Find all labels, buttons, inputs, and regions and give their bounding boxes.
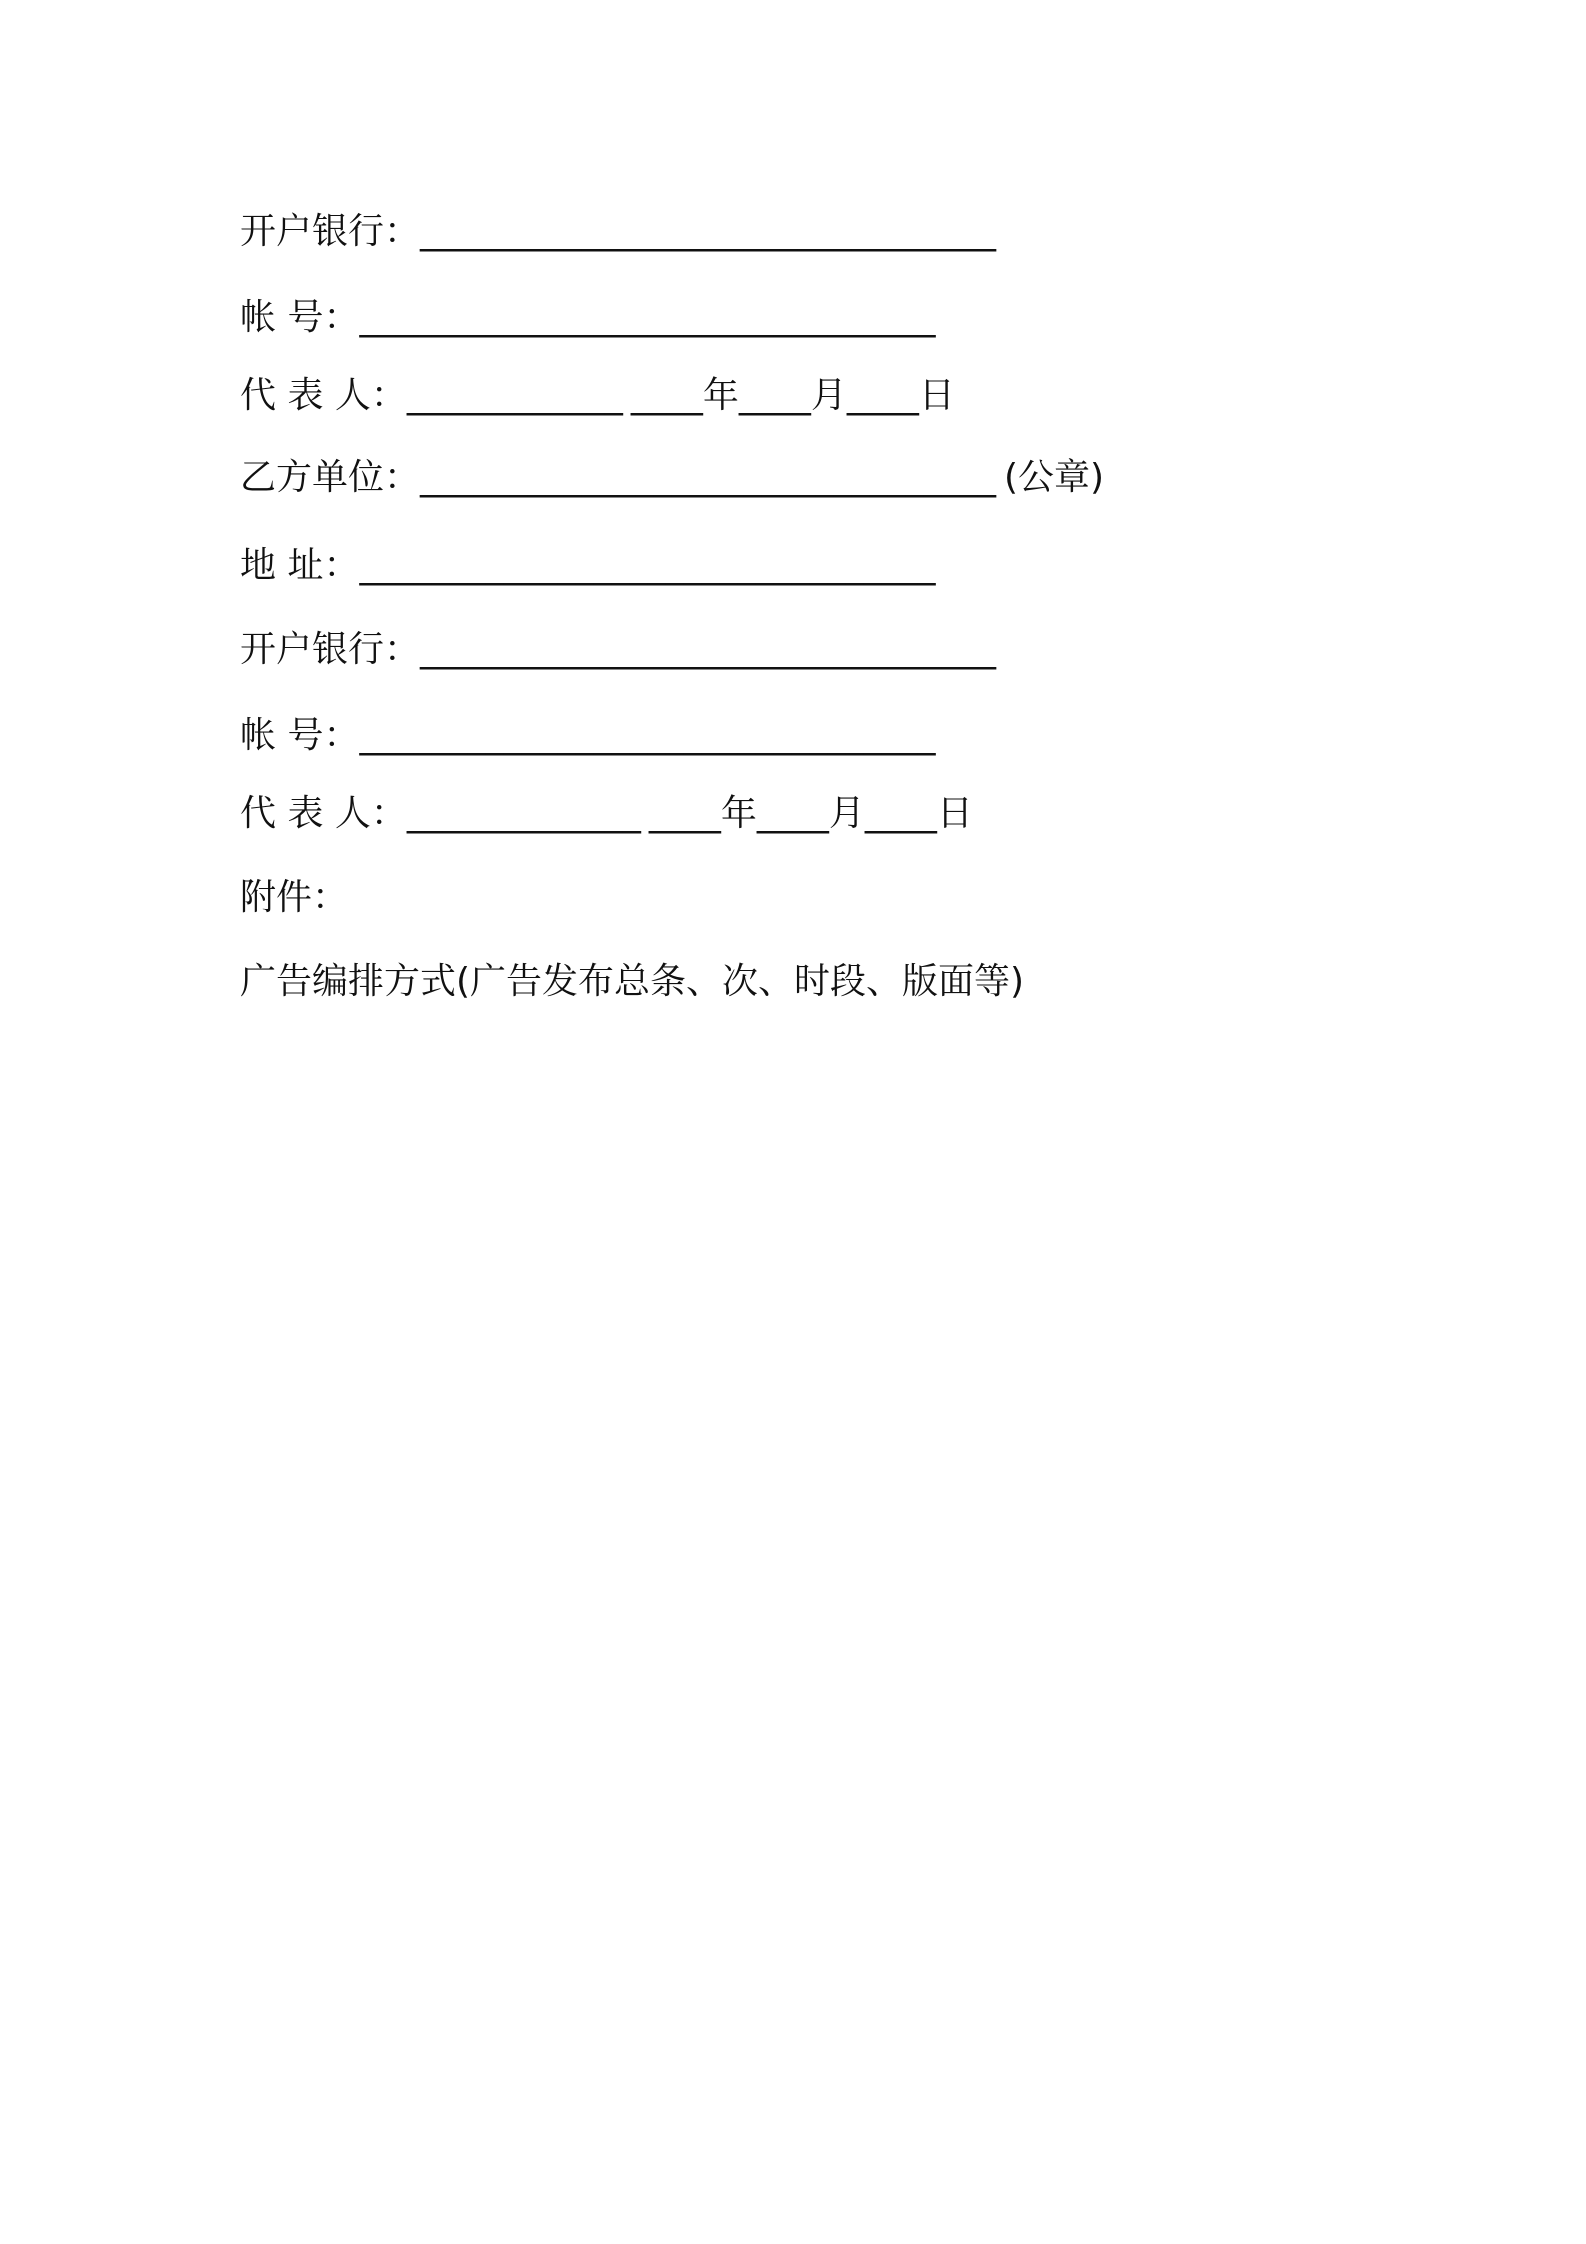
party-b-rep-blank[interactable]: _____________ [406,793,641,834]
party-b-account-blank[interactable]: ________________________________ [359,715,936,756]
party-b-address-blank[interactable]: ________________________________ [359,545,936,586]
party-a-month-blank[interactable]: ____ [738,375,811,416]
party-b-bank-row [240,628,996,672]
attachment-description-row [240,960,1024,1004]
party-a-year-blank[interactable]: ____ [630,375,703,416]
party-b-address-row [240,544,935,588]
party-b-rep-row [240,792,973,836]
party-b-seal-note: (公章) [1004,457,1105,498]
party-b-account-row [240,714,935,758]
party-b-unit-row [240,456,1104,500]
party-a-account-row [240,296,935,340]
party-b-day-blank[interactable]: ____ [864,793,937,834]
party-a-account-label: 帐 号： [240,297,360,338]
party-b-month-unit: 月 [828,793,865,834]
party-b-year-blank[interactable]: ____ [648,793,721,834]
party-b-month-blank[interactable]: ____ [756,793,829,834]
party-a-account-blank[interactable]: ________________________________ [359,297,936,338]
attachment-row [240,876,348,920]
party-a-year-unit: 年 [702,375,739,416]
party-a-rep-label: 代 表 人： [240,375,407,416]
party-a-rep-blank[interactable]: ____________ [406,375,623,416]
party-b-year-unit: 年 [720,793,757,834]
party-b-unit-label: 乙方单位： [240,457,421,498]
party-b-bank-blank[interactable]: ________________________________ [420,629,997,670]
party-a-month-unit: 月 [810,375,847,416]
attachment-label: 附件： [240,877,349,918]
party-a-day-unit: 日 [918,375,955,416]
party-b-rep-label: 代 表 人： [240,793,407,834]
party-a-day-blank[interactable]: ____ [846,375,919,416]
party-b-day-unit: 日 [936,793,973,834]
party-b-bank-label: 开户银行： [240,629,421,670]
party-b-unit-blank[interactable]: ________________________________ [420,457,997,498]
party-a-rep-row [240,374,955,418]
party-a-bank-label: 开户银行： [240,211,421,252]
party-a-bank-blank[interactable]: ________________________________ [420,211,997,252]
party-b-account-label: 帐 号： [240,715,360,756]
party-b-address-label: 地 址： [240,545,360,586]
attachment-description: 广告编排方式(广告发布总条、次、时段、版面等) [240,961,1025,1002]
party-a-bank-row [240,210,996,254]
